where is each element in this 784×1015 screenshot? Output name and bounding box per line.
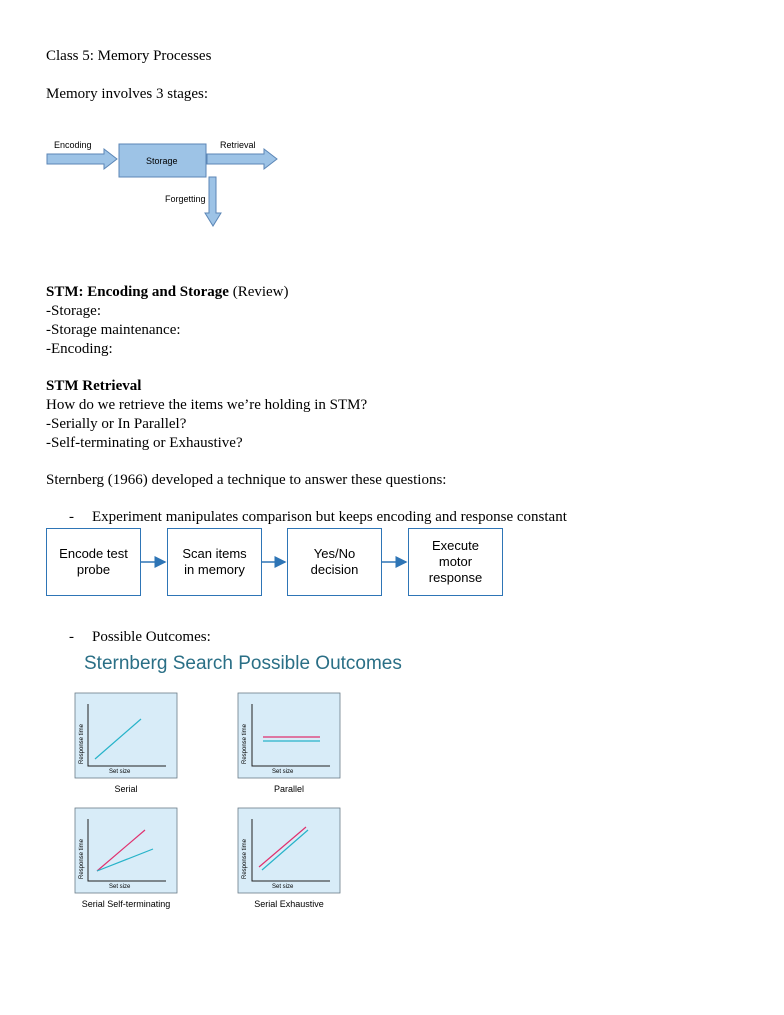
flow-box-line: Yes/No xyxy=(313,546,356,561)
caption-serial: Serial xyxy=(114,784,138,794)
stm-retrieval-title: STM Retrieval xyxy=(46,378,142,394)
graph-self-terminating xyxy=(75,808,177,893)
self-terminating-xlabel: Set size xyxy=(109,884,131,890)
sternberg-intro: Sternberg (1966) developed a technique to answer these questions: xyxy=(46,472,447,488)
flow-box-line: probe xyxy=(76,562,111,577)
encoding-label: Encoding xyxy=(54,140,92,150)
bullet-dash-2: - xyxy=(69,629,74,645)
caption-exhaustive: Serial Exhaustive xyxy=(254,899,324,909)
outcomes-title: Sternberg Search Possible Outcomes xyxy=(84,653,402,674)
flow-box-line: Scan items xyxy=(182,546,247,561)
stm-storage-line: -Storage: xyxy=(46,303,101,319)
bullet-dash-1: - xyxy=(69,509,74,525)
flow-box-line: Execute xyxy=(432,538,479,553)
bullet-outcomes: Possible Outcomes: xyxy=(92,629,211,645)
flow-box-line: Encode test xyxy=(59,546,128,561)
flow-box-line: decision xyxy=(310,562,359,577)
caption-parallel: Parallel xyxy=(273,784,304,794)
caption-self-terminating: Serial Self-terminating xyxy=(81,899,171,909)
stm-retrieval-question: How do we retrieve the items we’re holding in STM? xyxy=(46,397,368,413)
stm-serial-parallel: -Serially or In Parallel? xyxy=(46,416,187,432)
flow-box-line: response xyxy=(428,570,483,585)
retrieval-label: Retrieval xyxy=(220,140,256,150)
page-heading: Class 5: Memory Processes xyxy=(46,48,212,64)
serial-xlabel: Set size xyxy=(109,769,131,775)
graph-serial xyxy=(75,693,177,778)
parallel-xlabel: Set size xyxy=(272,769,294,775)
stm-encoding-line: -Encoding: xyxy=(46,341,113,357)
exhaustive-ylabel: Response time xyxy=(242,838,248,879)
storage-label: Storage xyxy=(146,156,178,166)
stm-self-terminating: -Self-terminating or Exhaustive? xyxy=(46,435,243,451)
stm-maintenance-line: -Storage maintenance: xyxy=(46,322,181,338)
serial-ylabel: Response time xyxy=(79,723,85,764)
intro-line: Memory involves 3 stages: xyxy=(46,86,209,102)
flow-box-line: in memory xyxy=(184,562,245,577)
graph-exhaustive xyxy=(238,808,340,893)
self-terminating-ylabel: Response time xyxy=(79,838,85,879)
exhaustive-xlabel: Set size xyxy=(272,884,294,890)
bullet-experiment: Experiment manipulates comparison but keeps encoding and response constant xyxy=(92,509,567,525)
stm-encoding-title-bold: STM: Encoding and Storage xyxy=(46,284,229,300)
stm-encoding-title-suffix: (Review) xyxy=(228,284,289,300)
graph-parallel xyxy=(238,693,340,778)
flow-box-line: motor xyxy=(438,554,473,569)
forgetting-label: Forgetting xyxy=(165,194,206,204)
parallel-ylabel: Response time xyxy=(242,723,248,764)
